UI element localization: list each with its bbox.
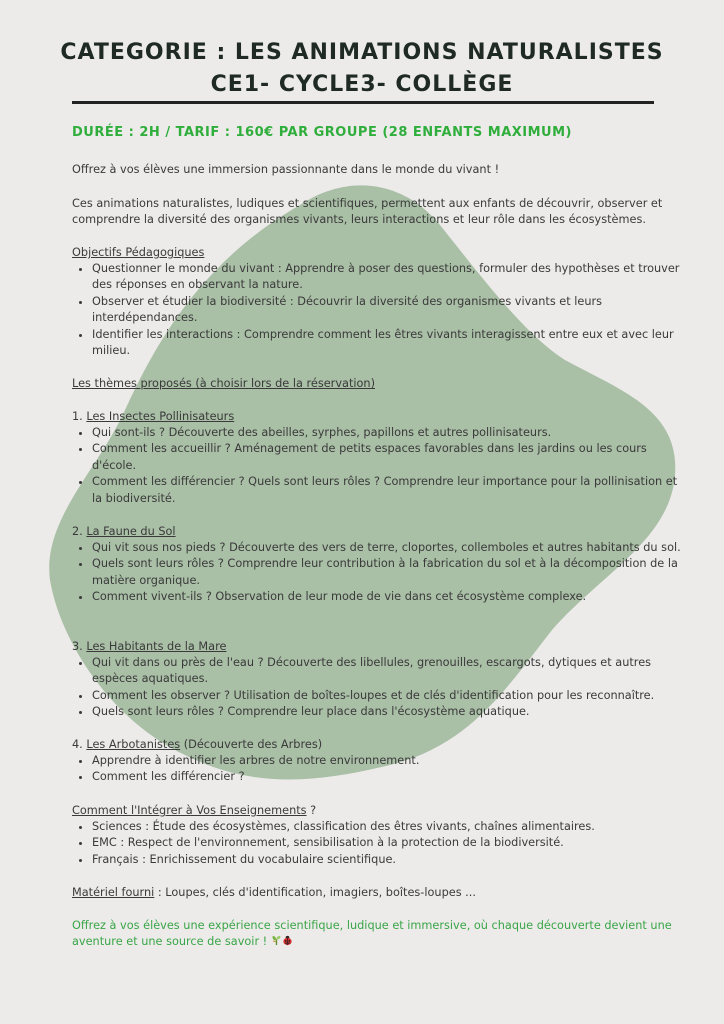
page-title-line-2: CE1- CYCLE3- COLLÈGE xyxy=(210,72,514,97)
theme-4-list xyxy=(72,753,682,786)
title-divider xyxy=(72,101,654,104)
theme-3-list xyxy=(72,655,682,721)
list-item: • Qui sont-ils ? Découverte des abeilles, syrphes, papillons et autres pollinisateurs. xyxy=(92,425,682,441)
theme-2-heading: 2. La Faune du Sol xyxy=(72,525,176,538)
list-item: • Comment vivent-ils ? Observation de leur mode de vie dans cet écosystème complexe. xyxy=(92,589,682,605)
list-item: • Comment les différencier ? Quels sont leurs rôles ? Comprendre leur importance pour la pollinisation et la biodiversité. xyxy=(92,474,682,507)
objectives-heading: Objectifs Pédagogiques xyxy=(72,246,205,259)
theme-2-list xyxy=(72,540,682,606)
theme-2-title: La Faune du Sol xyxy=(86,525,176,538)
theme-4-heading: 4. Les Arbotanistes (Découverte des Arbres) xyxy=(72,738,323,751)
material-label: Matériel fourni xyxy=(72,886,155,899)
list-item: • Français : Enrichissement du vocabulaire scientifique. xyxy=(92,852,682,868)
intro-paragraph-2: Ces animations naturalistes, ludiques et scientifiques, permettent aux enfants de découvrir, observer et comprendre la diversité des organismes vivants, leurs interactions et leur rôle dans les écosystèmes. xyxy=(72,197,663,227)
material-text: : Loupes, clés d'identification, imagiers, boîtes-loupes ... xyxy=(154,886,476,899)
theme-1-heading: 1. Les Insectes Pollinisateurs xyxy=(72,410,235,423)
intro-paragraph-1: Offrez à vos élèves une immersion passionnante dans le monde du vivant ! xyxy=(72,163,500,176)
list-item: • Qui vit sous nos pieds ? Découverte des vers de terre, cloportes, collemboles et autres habitants du sol. xyxy=(92,540,682,556)
list-item: • Observer et étudier la biodiversité : Découvrir la diversité des organismes vivants et leurs interdépendances. xyxy=(92,294,682,327)
list-item: • Comment les observer ? Utilisation de boîtes-loupes et de clés d'identification pour les reconnaître. xyxy=(92,688,682,704)
list-item: • Identifier les interactions : Comprendre comment les êtres vivants interagissent entre eux et avec leur milieu. xyxy=(92,327,682,360)
theme-3-heading: 3. Les Habitants de la Mare xyxy=(72,640,227,653)
integration-list xyxy=(72,819,682,868)
page-title-line-1: CATEGORIE : LES ANIMATIONS NATURALISTES xyxy=(60,40,664,65)
list-item: • Questionner le monde du vivant : Apprendre à poser des questions, formuler des hypothèses et trouver des réponses en observant la nature. xyxy=(92,261,682,294)
theme-1-title: Les Insectes Pollinisateurs xyxy=(86,410,235,423)
duration-price-subtitle: DURÉE : 2H / TARIF : 160€ PAR GROUPE (28 ENFANTS MAXIMUM) xyxy=(72,125,572,140)
theme-1-list xyxy=(72,425,682,507)
integration-heading: Comment l'Intégrer à Vos Enseignements ? xyxy=(72,804,317,817)
material-line xyxy=(72,885,672,901)
list-item: • Quels sont leurs rôles ? Comprendre leur place dans l'écosystème aquatique. xyxy=(92,704,682,720)
plant-icon xyxy=(271,934,282,950)
theme-4-title: Les Arbotanistes xyxy=(86,738,181,751)
list-item: • Comment les accueillir ? Aménagement de petits espaces favorables dans les jardins ou les cours d'école. xyxy=(92,441,682,474)
closing-paragraph: Offrez à vos élèves une expérience scientifique, ludique et immersive, où chaque découverte devient une aventure et une source de savoir ! xyxy=(72,918,672,951)
list-item: • Quels sont leurs rôles ? Comprendre leur contribution à la fabrication du sol et à la décomposition de la matière organique. xyxy=(92,556,682,589)
list-item: • EMC : Respect de l'environnement, sensibilisation à la protection de la biodiversité. xyxy=(92,835,682,851)
list-item: • Comment les différencier ? xyxy=(92,769,682,785)
list-item: • Sciences : Étude des écosystèmes, classification des êtres vivants, chaînes alimentaires. xyxy=(92,819,682,835)
list-item: • Apprendre à identifier les arbres de notre environnement. xyxy=(92,753,682,769)
objectives-list xyxy=(72,261,682,359)
themes-heading: Les thèmes proposés (à choisir lors de la réservation) xyxy=(72,377,375,390)
list-item: • Qui vit dans ou près de l'eau ? Découverte des libellules, grenouilles, escargots, dytiques et autres espèces aquatiques. xyxy=(92,655,682,688)
ladybug-icon xyxy=(282,934,293,950)
theme-3-title: Les Habitants de la Mare xyxy=(86,640,227,653)
